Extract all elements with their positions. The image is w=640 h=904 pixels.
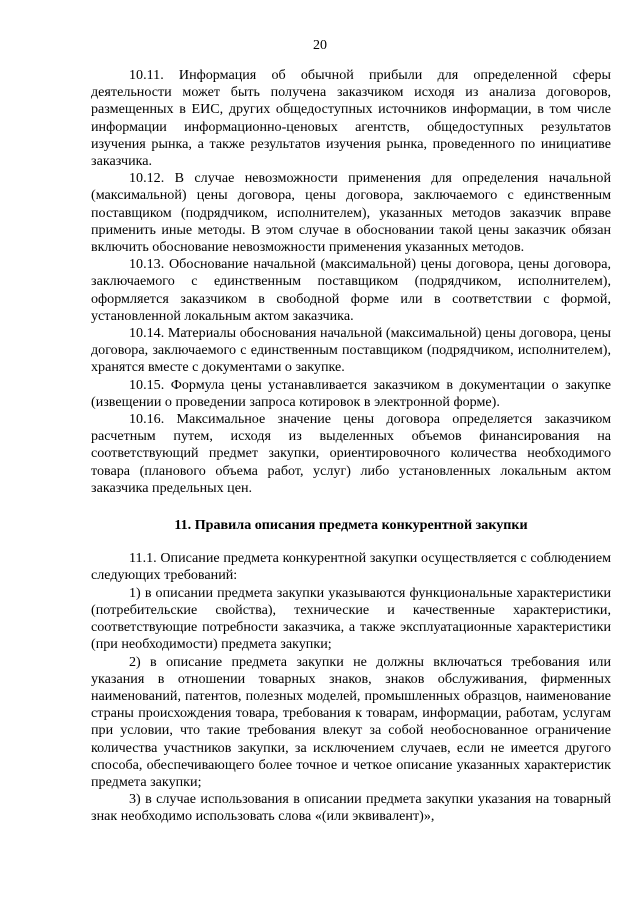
list-item-2: 2) в описание предмета закупки не должны включаться требования или указания в отношении товарных знаков, знаков обслуживания, фирменных наименований, патентов, полезных моделей, промышленных образцов, наименование страны происхождения товара, требования к товарам, информации, работам, услугам при условии, что такие требования влекут за собой необоснованное ограничение количества участников закупки, за исключением случаев, если не имеется другого способа, обеспечивающего более точное и четкое описание указанных характеристик предмета закупки; bbox=[91, 653, 611, 790]
list-item-1: 1) в описании предмета закупки указываются функциональные характеристики (потребительские свойства), технические и качественные характеристики, соответствующие потребности заказчика, а также эксплуатационные характеристики (при необходимости) предмета закупки; bbox=[91, 584, 611, 653]
paragraph-11-1: 11.1. Описание предмета конкурентной закупки осуществляется с соблюдением следующих требований: bbox=[91, 550, 611, 584]
list-item-3: 3) в случае использования в описании предмета закупки указания на товарный знак необходимо использовать слова «(или эквивалент)», bbox=[91, 791, 611, 825]
paragraph-10-12: 10.12. В случае невозможности применения для определения начальной (максимальной) цены договора, цены договора, заключаемого с единственным поставщиком (подрядчиком, исполнителем), указанных методов заказчик вправе применить иные методы. В этом случае в обосновании такой цены заказчик обязан включить обоснование невозможности применения указанных методов. bbox=[91, 170, 611, 256]
paragraph-10-14: 10.14. Материалы обоснования начальной (максимальной) цены договора, цены договора, заключаемого с единственным поставщиком (подрядчиком, исполнителем), хранятся вместе с документами о закупке. bbox=[91, 325, 611, 376]
document-body bbox=[91, 67, 611, 826]
page-number: 20 bbox=[313, 38, 327, 53]
paragraph-10-11: 10.11. Информация об обычной прибыли для определенной сферы деятельности может быть получена заказчиком исходя из анализа договоров, размещенных в ЕИС, других общедоступных источников информации, в том числе информации информационно-ценовых агентств, общедоступных результатов изучения рынка, а также результатов изучения рынка, проведенного по инициативе заказчика. bbox=[91, 67, 611, 170]
paragraph-10-13: 10.13. Обоснование начальной (максимальной) цены договора, цены договора, заключаемого с единственным поставщиком (подрядчиком, исполнителем), оформляется заказчиком в свободной форме или в соответствии с формой, установленной локальным актом заказчика. bbox=[91, 256, 611, 324]
section-heading: 11. Правила описания предмета конкурентной закупки bbox=[174, 517, 528, 534]
paragraph-10-15: 10.15. Формула цены устанавливается заказчиком в документации о закупке (извещении о проведении запроса котировок в электронной форме). bbox=[91, 376, 611, 410]
paragraph-10-16: 10.16. Максимальное значение цены договора определяется заказчиком расчетным путем, исходя из выделенных объемов финансирования на соответствующий предмет закупки, ориентировочного количества необходимого товара (планового объема работ, услуг) либо установленных локальным актом заказчика предельных цен. bbox=[91, 411, 611, 496]
